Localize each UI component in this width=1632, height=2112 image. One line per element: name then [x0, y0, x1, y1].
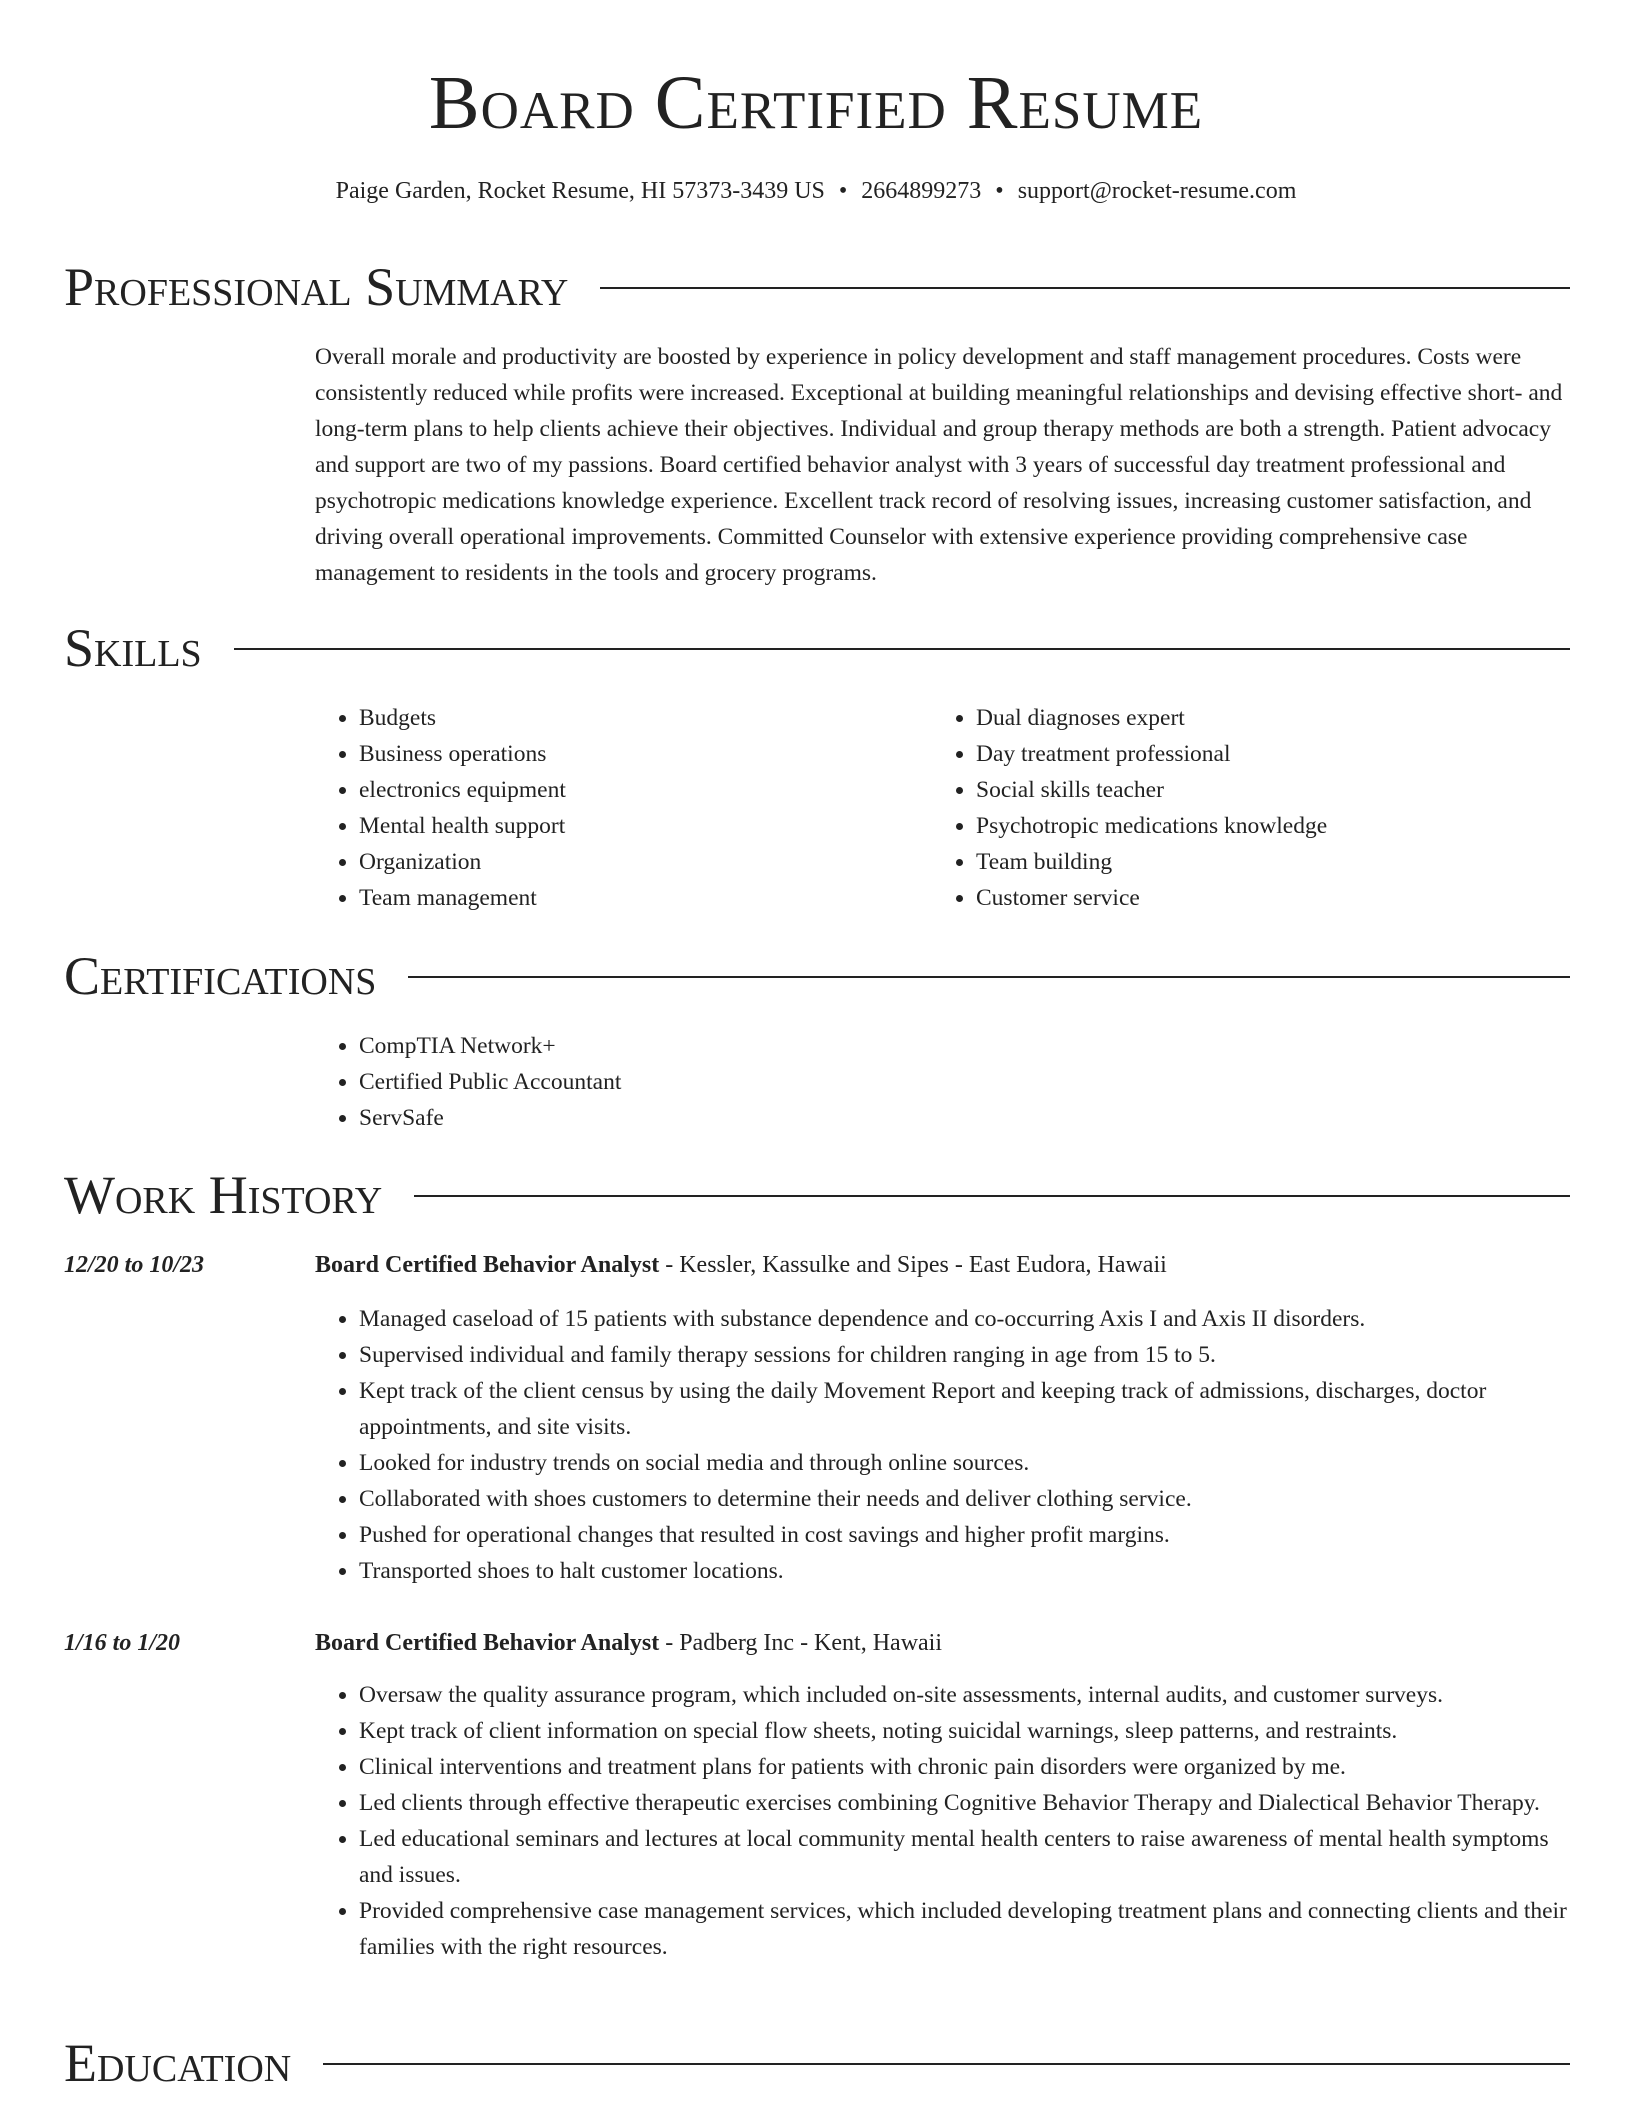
section-divider: [600, 287, 1570, 289]
education-section-title: Education: [64, 2033, 292, 2093]
job-bullets: [315, 1677, 1570, 1965]
skill-item: • Psychotropic medications knowledge: [976, 808, 1572, 844]
job-bullet-list: [315, 1677, 1570, 1965]
job-company-location: - Padberg Inc - Kent, Hawaii: [659, 1630, 943, 1656]
job-bullet: • Managed caseload of 15 patients with substance dependence and co-occurring Axis I and Axis II disorders.: [359, 1301, 1570, 1337]
certifications-block: [315, 1028, 621, 1136]
skill-item: • Customer service: [976, 880, 1572, 916]
summary-text: Overall morale and productivity are boosted by experience in policy development and staff management procedures. Costs were consistently reduced while profits were increased. Exceptional at building meaningful relationships and devising effective short- and long-term plans to help clients achieve their objectives. Individual and group therapy methods are both a strength. Patient advocacy and support are two of my passions. Board certified behavior analyst with 3 years of successful day treatment professional and psychotropic medications knowledge experience. Excellent track record of resolving issues, increasing customer satisfaction, and driving overall operational improvements. Committed Counselor with extensive experience providing comprehensive case management to residents in the tools and grocery programs.: [315, 344, 1563, 586]
contact-line: [0, 174, 1632, 208]
skill-item: • Social skills teacher: [976, 772, 1572, 808]
section-divider: [408, 976, 1570, 978]
job-company-location: - Kessler, Kassulke and Sipes - East Eudora, Hawaii: [659, 1252, 1167, 1278]
certifications-section-header: [64, 941, 1570, 1011]
job-bullet: • Collaborated with shoes customers to determine their needs and deliver clothing service.: [359, 1481, 1570, 1517]
contact-phone: 2664899273: [861, 178, 982, 204]
job-dates: 12/20 to 10/23: [64, 1252, 205, 1278]
certification-item: • Certified Public Accountant: [359, 1064, 621, 1100]
skill-item: • Team building: [976, 844, 1572, 880]
job-heading: [315, 1247, 1167, 1283]
skill-item: • Mental health support: [359, 808, 915, 844]
summary-section-header: [64, 252, 1570, 322]
skills-left-column: [315, 700, 915, 916]
job-heading: [315, 1625, 942, 1661]
skills-right-column: [932, 700, 1572, 916]
skills-list-right: [932, 700, 1572, 916]
job-bullet: • Pushed for operational changes that resulted in cost savings and higher profit margins.: [359, 1517, 1570, 1553]
skill-item: • Day treatment professional: [976, 736, 1572, 772]
job-bullet: • Led educational seminars and lectures at local community mental health centers to raise awareness of mental health symptoms and issues.: [359, 1821, 1570, 1893]
job-bullet-list: [315, 1301, 1570, 1589]
job-dates: 1/16 to 1/20: [64, 1630, 181, 1656]
contact-email: support@rocket-resume.com: [1017, 178, 1297, 204]
work-section-title: Work History: [64, 1165, 383, 1225]
work-section-header: [64, 1160, 1570, 1230]
job-bullet: • Led clients through effective therapeutic exercises combining Cognitive Behavior Therapy and Dialectical Behavior Therapy.: [359, 1785, 1570, 1821]
job-bullet: • Supervised individual and family therapy sessions for children ranging in age from 15 to 5.: [359, 1337, 1570, 1373]
job-title: Board Certified Behavior Analyst: [315, 1630, 660, 1656]
certification-item: • CompTIA Network+: [359, 1028, 621, 1064]
skills-section-header: [64, 613, 1570, 683]
skill-item: • electronics equipment: [359, 772, 915, 808]
job-bullet: • Provided comprehensive case management services, which included developing treatment plans and connecting clients and their families with the right resources.: [359, 1893, 1570, 1965]
skill-item: • Team management: [359, 880, 915, 916]
certifications-list: [315, 1028, 621, 1136]
job-bullet: • Transported shoes to halt customer locations.: [359, 1553, 1570, 1589]
skill-item: • Budgets: [359, 700, 915, 736]
contact-separator: •: [995, 178, 1004, 204]
skills-section-title: Skills: [64, 618, 202, 678]
job-bullet: • Clinical interventions and treatment plans for patients with chronic pain disorders were organized by me.: [359, 1749, 1570, 1785]
summary-section-title: Professional Summary: [64, 257, 569, 317]
contact-separator: •: [838, 178, 848, 204]
certifications-section-title: Certifications: [64, 946, 377, 1006]
job-bullet: • Looked for industry trends on social media and through online sources.: [359, 1445, 1570, 1481]
section-divider: [323, 2063, 1570, 2065]
section-divider: [234, 648, 1570, 650]
job-bullet: • Kept track of client information on special flow sheets, noting suicidal warnings, sleep patterns, and restraints.: [359, 1713, 1570, 1749]
section-divider: [414, 1195, 1570, 1197]
skill-item: • Organization: [359, 844, 915, 880]
job-bullet: • Kept track of the client census by using the daily Movement Report and keeping track of admissions, discharges, doctor appointments, and site visits.: [359, 1373, 1570, 1445]
job-bullet: • Oversaw the quality assurance program, which included on-site assessments, internal audits, and customer surveys.: [359, 1677, 1570, 1713]
skill-item: • Dual diagnoses expert: [976, 700, 1572, 736]
contact-address: Paige Garden, Rocket Resume, HI 57373-3439 US: [335, 178, 825, 204]
resume-name: Board Certified Resume: [428, 61, 1204, 145]
education-section-header: [64, 2028, 1570, 2098]
job-bullets: [315, 1301, 1570, 1589]
certification-item: • ServSafe: [359, 1100, 621, 1136]
skills-list-left: [315, 700, 915, 916]
skill-item: • Business operations: [359, 736, 915, 772]
job-title: Board Certified Behavior Analyst: [315, 1252, 660, 1278]
